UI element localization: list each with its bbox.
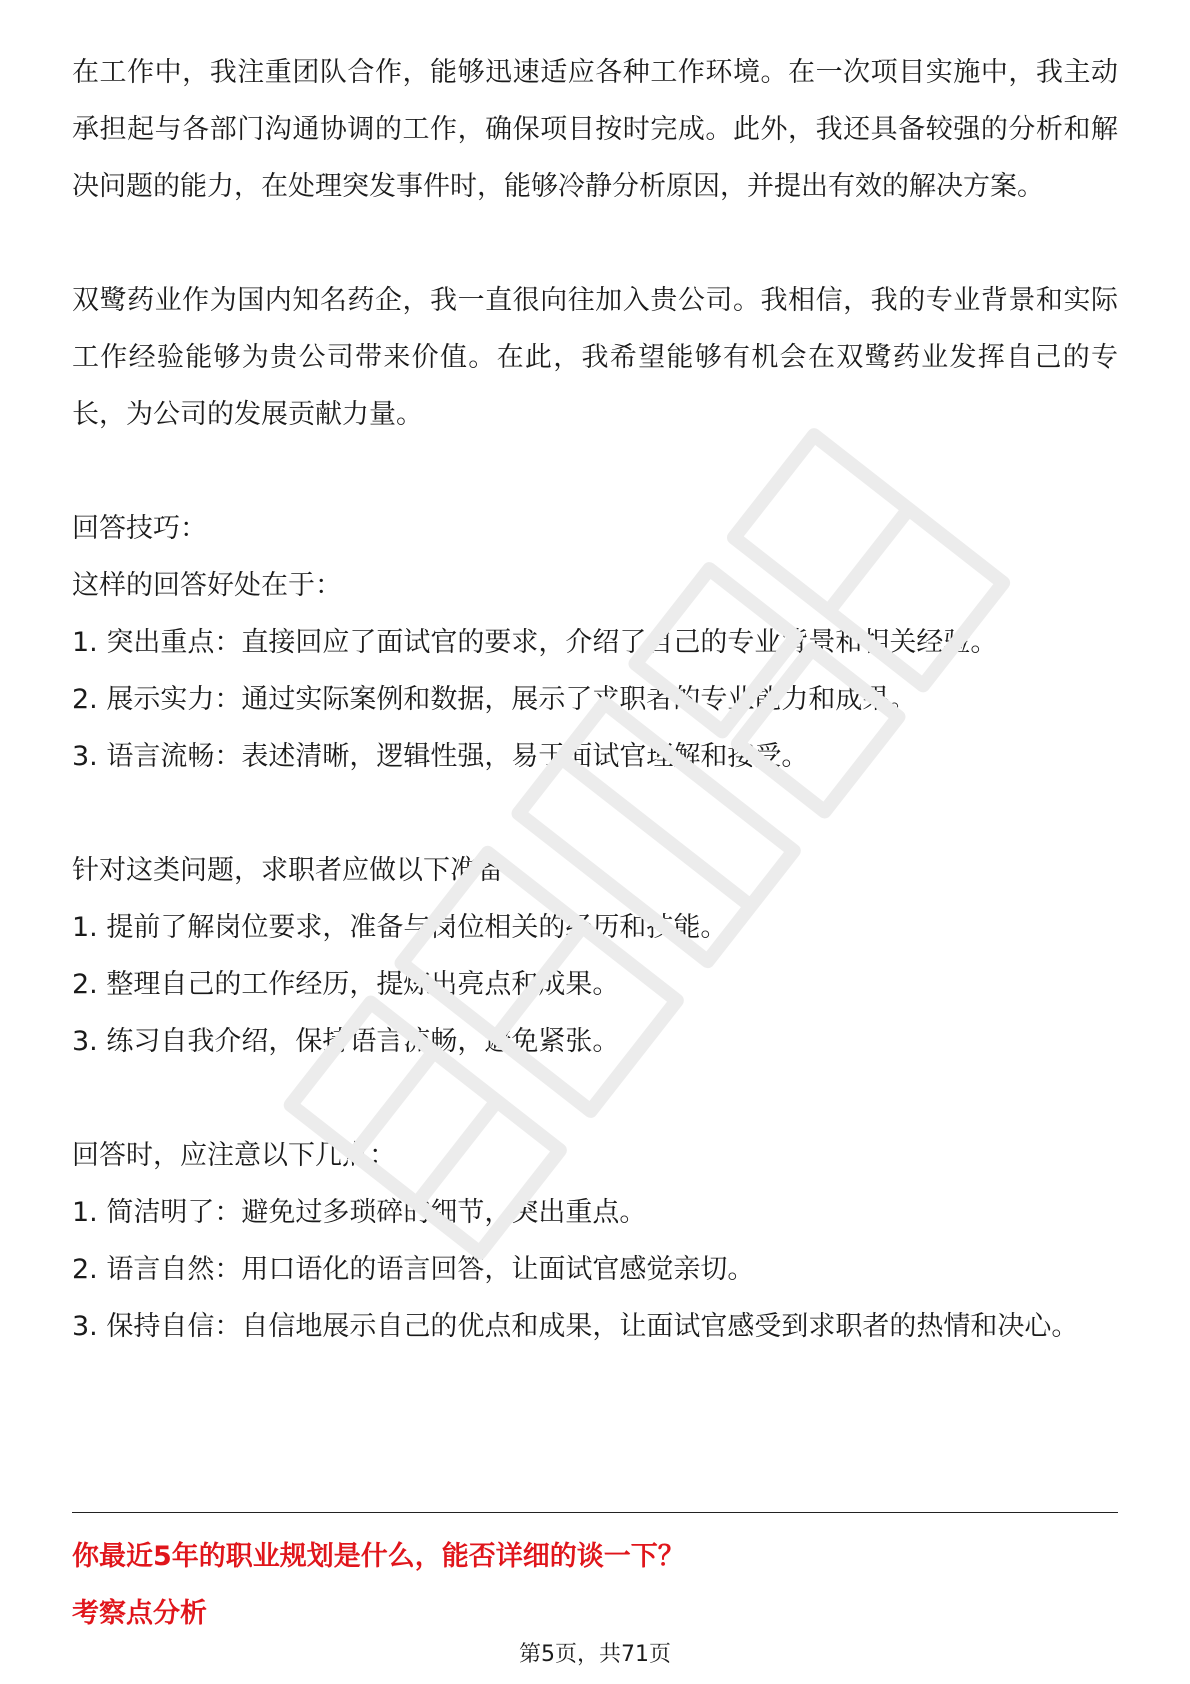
list-item: 2. 整理自己的工作经历，提炼出亮点和成果。 (72, 969, 620, 1000)
spacer (72, 785, 1118, 842)
list-item: 1. 突出重点：直接回应了面试官的要求，介绍了自己的专业背景和相关经验。 (72, 627, 998, 658)
section-divider (72, 1512, 1118, 1513)
paragraph-company-motivation: 双鹭药业作为国内知名药企，我一直很向往加入贵公司。我相信，我的专业背景和实际工作经验能够为贵公司带来价值。在此，我希望能够有机会在双鹭药业发挥自己的专长，为公司的发展贡献力量。 (72, 285, 1118, 430)
list-item: 2. 展示实力：通过实际案例和数据，展示了求职者的专业能力和成果。 (72, 684, 917, 715)
section-intro: 这样的回答好处在于： (72, 570, 342, 601)
list-item: 3. 练习自我介绍，保持语言流畅，避免紧张。 (72, 1026, 620, 1057)
document-body (72, 44, 1118, 1355)
answer-tips-section (72, 500, 1118, 785)
notes-section (72, 1127, 1118, 1355)
spacer (72, 215, 1118, 272)
list-item: 1. 简洁明了：避免过多琐碎的细节，突出重点。 (72, 1197, 647, 1228)
list-item: 1. 提前了解岗位要求，准备与岗位相关的经历和技能。 (72, 912, 728, 943)
paragraph-teamwork: 在工作中，我注重团队合作，能够迅速适应各种工作环境。在一次项目实施中，我主动承担起与各部门沟通协调的工作，确保项目按时完成。此外，我还具备较强的分析和解决问题的能力，在处理突发事件时，能够冷静分析原因，并提出有效的解决方案。 (72, 57, 1118, 202)
spacer (72, 443, 1118, 500)
next-question-subtitle: 考察点分析 (72, 1598, 207, 1629)
preparation-section (72, 842, 1118, 1070)
list-item: 3. 保持自信：自信地展示自己的优点和成果，让面试官感受到求职者的热情和决心。 (72, 1311, 1079, 1342)
section-heading: 回答技巧： (72, 513, 207, 544)
page-number: 第5页，共71页 (519, 1642, 671, 1667)
section-heading: 针对这类问题，求职者应做以下准备： (72, 855, 531, 886)
spacer (72, 1070, 1118, 1127)
section-heading: 回答时，应注意以下几点： (72, 1140, 396, 1171)
list-item: 2. 语言自然：用口语化的语言回答，让面试官感觉亲切。 (72, 1254, 755, 1285)
next-question-title: 你最近5年的职业规划是什么，能否详细的谈一下？ (72, 1541, 685, 1572)
list-item: 3. 语言流畅：表述清晰，逻辑性强，易于面试官理解和接受。 (72, 741, 809, 772)
